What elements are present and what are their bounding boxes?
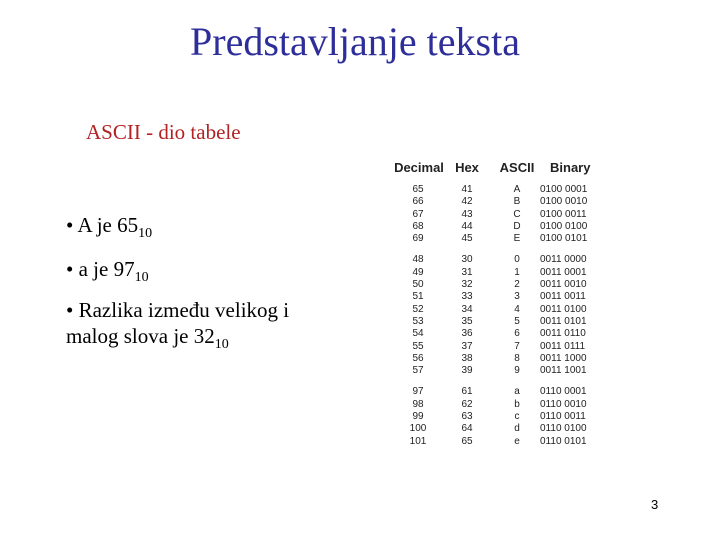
cell-hex: 31 [461,266,473,278]
cell-ascii: e [514,435,520,447]
table-row [390,423,600,435]
cell-binary: 0110 0101 [540,435,587,447]
cell-ascii: E [513,233,521,245]
cell-hex: 36 [461,328,473,340]
bullet-text: • a je 97 [66,257,135,281]
cell-hex: 32 [461,279,473,291]
cell-ascii: D [513,220,521,232]
cell-hex: 38 [461,352,473,364]
cell-decimal: 69 [412,233,424,245]
cell-binary: 0100 0101 [540,233,588,245]
table-row [390,365,600,377]
cell-ascii: 2 [514,279,520,291]
bullet-subscript: 10 [138,226,153,241]
column-header-decimal: Decimal [394,160,444,175]
cell-ascii: 9 [514,365,520,377]
cell-hex: 35 [461,315,473,327]
table-row [390,291,600,303]
cell-hex: 61 [461,386,473,398]
cell-ascii: 7 [514,340,520,352]
cell-binary: 0011 0000 [540,254,587,266]
cell-binary: 0110 0010 [540,398,587,410]
bullet-item [66,256,149,291]
table-row [390,328,600,340]
bullet-subscript: 10 [214,337,229,352]
cell-hex: 65 [461,435,473,447]
cell-decimal: 66 [412,196,424,208]
cell-decimal: 55 [412,340,424,352]
table-row [390,304,600,316]
cell-binary: 0110 0100 [540,423,587,435]
cell-decimal: 50 [412,279,424,291]
cell-binary: 0011 0110 [540,328,586,340]
table-row [390,386,600,398]
cell-binary: 0011 1001 [540,365,587,377]
bullet-item [66,297,341,358]
table-group [390,184,600,245]
cell-ascii: A [513,184,521,195]
cell-decimal: 48 [412,254,424,266]
cell-decimal: 65 [412,184,424,195]
cell-ascii: 6 [514,328,520,340]
column-header-hex: Hex [455,160,479,175]
table-group [390,386,600,447]
cell-ascii: a [514,386,520,398]
table-row [390,209,600,221]
cell-decimal: 99 [412,411,424,423]
bullet-text: • A je 65 [66,213,139,237]
cell-ascii: 3 [514,291,520,303]
cell-ascii: 0 [514,254,520,266]
table-row [390,254,600,266]
table-row [390,221,600,233]
cell-decimal: 98 [412,398,424,410]
column-header-ascii: ASCII [499,160,535,175]
cell-ascii: 5 [514,315,520,327]
cell-binary: 0110 0011 [540,411,586,423]
cell-hex: 44 [461,220,473,232]
cell-hex: 34 [461,303,473,315]
cell-hex: 64 [461,423,473,435]
cell-binary: 0011 0001 [540,266,587,278]
ascii-table [390,158,600,457]
cell-decimal: 53 [412,315,424,327]
bullet-item [66,212,152,247]
cell-decimal: 56 [412,352,424,364]
cell-binary: 0100 0011 [540,208,587,220]
slide-subtitle: ASCII - dio tabele [86,120,241,144]
cell-binary: 0011 0011 [540,291,586,303]
bullet-text: • Razlika između velikog i malog slova je 32 [66,298,290,348]
cell-decimal: 49 [412,266,424,278]
cell-hex: 43 [461,208,473,220]
cell-hex: 30 [461,254,473,266]
column-header-binary: Binary [550,160,591,175]
table-row [390,353,600,365]
cell-binary: 0011 0100 [540,303,587,315]
table-row [390,267,600,279]
cell-binary: 0100 0001 [540,184,588,195]
cell-decimal: 100 [409,423,427,435]
page-number: 3 [651,497,659,512]
cell-decimal: 51 [412,291,424,303]
cell-ascii: B [513,196,521,208]
cell-ascii: C [513,208,521,220]
table-row [390,436,600,448]
table-row [390,279,600,291]
bullet-subscript: 10 [134,270,149,285]
cell-binary: 0100 0100 [540,220,588,232]
cell-binary: 0011 0101 [540,315,587,327]
cell-binary: 0110 0001 [540,386,587,398]
table-row [390,316,600,328]
cell-ascii: 4 [514,303,520,315]
cell-decimal: 68 [412,220,424,232]
table-header [390,158,600,184]
cell-binary: 0011 0010 [540,279,587,291]
cell-binary: 0011 1000 [540,352,587,364]
cell-hex: 41 [461,184,473,195]
cell-decimal: 54 [412,328,424,340]
cell-hex: 45 [461,233,473,245]
table-row [390,196,600,208]
cell-ascii: c [514,411,520,423]
slide-title: Predstavljanje teksta [190,19,520,64]
cell-ascii: d [514,423,520,435]
table-body [390,184,600,448]
cell-hex: 39 [461,365,473,377]
cell-decimal: 97 [412,386,424,398]
cell-decimal: 57 [412,365,424,377]
cell-hex: 63 [461,411,473,423]
cell-binary: 0011 0111 [540,340,586,352]
cell-hex: 42 [461,196,473,208]
table-row [390,411,600,423]
table-row [390,233,600,245]
table-group [390,254,600,377]
cell-ascii: b [514,398,520,410]
cell-ascii: 8 [514,352,520,364]
cell-hex: 33 [461,291,473,303]
cell-hex: 62 [461,398,473,410]
cell-hex: 37 [461,340,473,352]
cell-decimal: 67 [412,208,424,220]
cell-ascii: 1 [514,266,520,278]
table-row [390,341,600,353]
cell-binary: 0100 0010 [540,196,588,208]
table-row [390,184,600,196]
table-row [390,399,600,411]
cell-decimal: 52 [412,303,424,315]
cell-decimal: 101 [409,435,427,447]
